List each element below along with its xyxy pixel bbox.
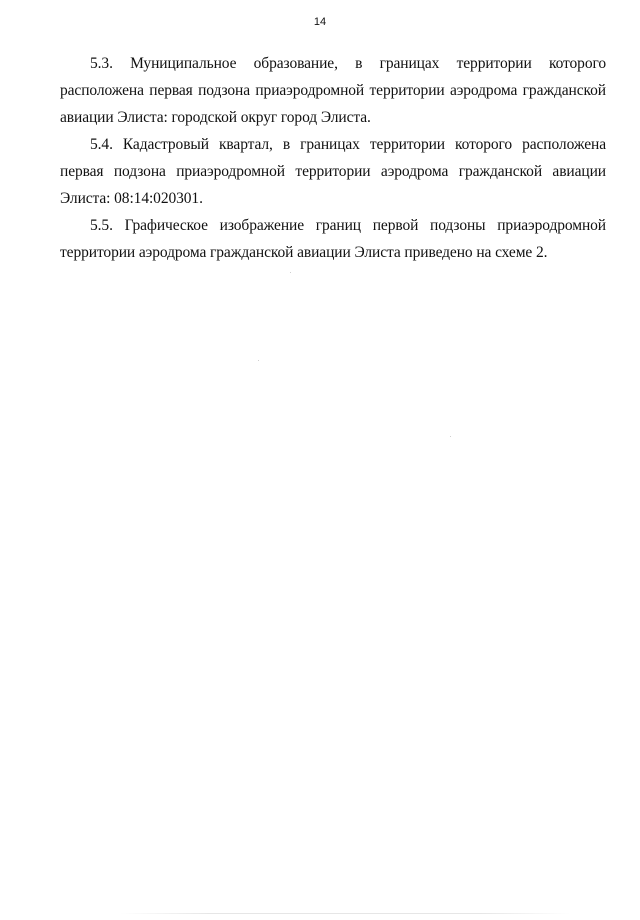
scan-speck (290, 272, 291, 273)
paragraph-5-3: 5.3. Муниципальное образование, в границах территории которого расположена первая подзона приаэродромной территории аэродрома гражданской авиации Элиста: городской округ город Элиста. (60, 55, 606, 126)
scan-speck (258, 360, 259, 361)
page-number: 14 (313, 16, 327, 28)
paragraph-5-4: 5.4. Кадастровый квартал, в границах территории которого расположена первая подзона приаэродромной территории аэродрома гражданской авиации Элиста: 08:14:020301. (60, 136, 606, 207)
paragraph-5-5: 5.5. Графическое изображение границ первой подзоны приаэродромной территории аэродрома гражданской авиации Элиста приведено на схеме 2. (60, 217, 606, 261)
scan-speck (450, 436, 451, 437)
scan-bottom-edge (120, 913, 570, 914)
document-body (60, 50, 606, 266)
